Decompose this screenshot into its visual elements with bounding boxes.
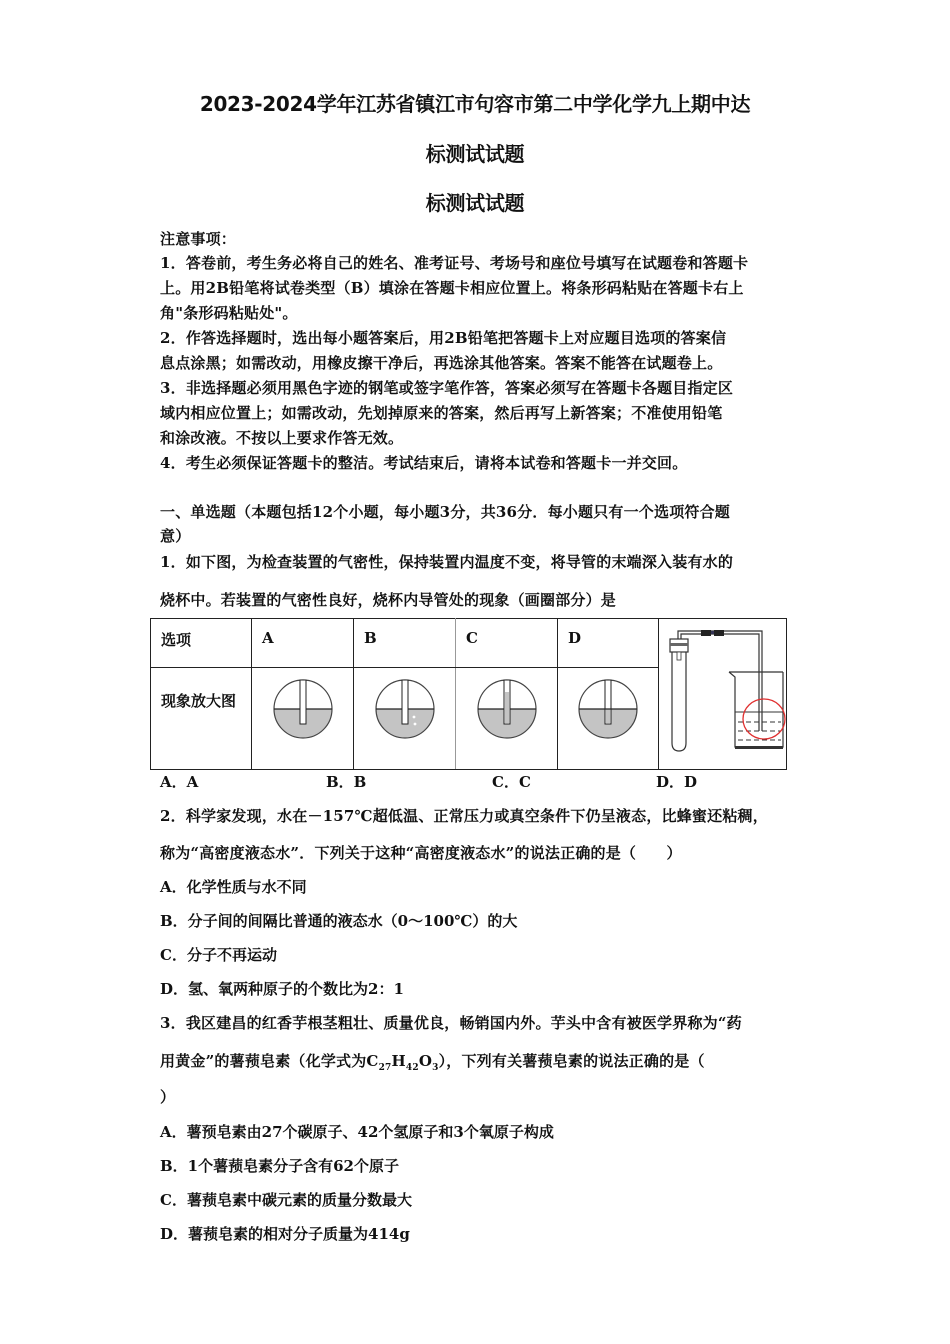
- q3-stem-cont: 用黄金”的薯蓣皂素（化学式为$C_{27}H_{42}O_3$），下列有关薯蓣皂素的说法正确的是（: [160, 1052, 705, 1073]
- magnified-view-c-icon: [476, 678, 538, 740]
- apparatus-cell: [659, 619, 787, 770]
- notice-line: 1．答卷前，考生务必将自己的姓名、准考证号、考场号和座位号填写在试题卷和答题卡: [160, 254, 749, 272]
- q3-option-d[interactable]: D．薯蓣皂素的相对分子质量为414g: [160, 1225, 410, 1243]
- q2-option-c[interactable]: C．分子不再运动: [160, 946, 277, 964]
- bubble-icon: [413, 722, 416, 725]
- q2-stem-cont: 称为“高密度液态水”．下列关于这种“高密度液态水”的说法正确的是（ ）: [160, 844, 682, 862]
- q3-stem: 3．我区建昌的红香芋根茎粗壮、质量优良，畅销国内外。芋头中含有被医学界称为“药: [160, 1014, 742, 1032]
- figure-cell-d: [558, 667, 659, 769]
- section-heading-cont: 意）: [160, 527, 191, 545]
- doc-title-line1: 2023-2024学年江苏省镇江市句容市第二中学化学九上期中达: [199, 92, 751, 116]
- q3-option-b[interactable]: B．1个薯蓣皂素分子含有62个原子: [160, 1157, 399, 1175]
- table-header-cell: 选项: [151, 619, 252, 668]
- notice-line: 3．非选择题必须用黑色字迹的钢笔或签字笔作答，答案必须写在答题卡各题目指定区: [160, 379, 734, 397]
- bubble-icon: [412, 715, 415, 718]
- q3-option-a[interactable]: A．薯预皂素由27个碳原子、42个氢原子和3个氧原子构成: [160, 1123, 554, 1141]
- table-header-cell: D: [558, 619, 659, 668]
- notice-heading: 注意事项：: [160, 230, 237, 248]
- q1-option-d[interactable]: D．D: [656, 773, 698, 791]
- q2-option-b[interactable]: B．分子间的间隔比普通的液态水（0～100℃）的大: [160, 912, 518, 930]
- q1-table: [150, 618, 787, 770]
- table-header-cell: C: [456, 619, 558, 668]
- q1-option-a[interactable]: A．A: [160, 773, 199, 791]
- q3-stem-end: ）: [160, 1088, 176, 1106]
- table-row-label: 现象放大图: [151, 667, 252, 769]
- magnified-view-d-icon: [577, 678, 639, 740]
- figure-cell-a: [252, 667, 354, 769]
- notice-line: 和涂改液。不按以上要求作答无效。: [160, 429, 404, 447]
- figure-cell-c: [456, 667, 558, 769]
- table-header-cell: A: [252, 619, 354, 668]
- doc-title-line2: 标测试试题: [425, 142, 525, 166]
- magnified-view-b-icon: [374, 678, 436, 740]
- table-header-cell: B: [354, 619, 456, 668]
- notice-line: 息点涂黑；如需改动，用橡皮擦干净后，再选涂其他答案。答案不能答在试题卷上。: [160, 354, 723, 372]
- figure-cell-b: [354, 667, 456, 769]
- q3-option-c[interactable]: C．薯蓣皂素中碳元素的质量分数最大: [160, 1191, 412, 1209]
- highlight-circle-icon: [743, 699, 785, 739]
- magnified-view-a-icon: [272, 678, 334, 740]
- notice-line: 角"条形码粘贴处"。: [160, 304, 298, 322]
- q1-option-c[interactable]: C．C: [492, 773, 531, 791]
- notice-line: 2．作答选择题时，选出每小题答案后，用2B铅笔把答题卡上对应题目选项的答案信: [160, 329, 727, 347]
- q1-option-b[interactable]: B．B: [326, 773, 367, 791]
- q2-option-d[interactable]: D．氢、氧两种原子的个数比为2：1: [160, 980, 404, 998]
- q1-stem-cont: 烧杯中。若装置的气密性良好，烧杯内导管处的现象（画圈部分）是: [160, 591, 617, 609]
- apparatus-diagram: [659, 619, 786, 765]
- q1-stem: 1．如下图，为检查装置的气密性，保持装置内温度不变，将导管的末端深入装有水的: [160, 553, 734, 571]
- notice-line: 域内相应位置上；如需改动，先划掉原来的答案，然后再写上新答案；不准使用铅笔: [160, 404, 723, 422]
- section-heading: 一、单选题（本题包括12个小题，每小题3分，共36分．每小题只有一个选项符合题: [160, 503, 730, 521]
- q2-stem: 2．科学家发现，水在－157℃超低温、正常压力或真空条件下仍呈液态，比蜂蜜还粘稠，: [160, 807, 768, 825]
- q2-option-a[interactable]: A．化学性质与水不同: [160, 878, 307, 896]
- notice-line: 4．考生必须保证答题卡的整洁。考试结束后，请将本试卷和答题卡一并交回。: [160, 454, 688, 472]
- doc-title-line3: 标测试试题: [425, 191, 525, 215]
- notice-line: 上。用2B铅笔将试卷类型（B）填涂在答题卡相应位置上。将条形码粘贴在答题卡右上: [160, 279, 744, 297]
